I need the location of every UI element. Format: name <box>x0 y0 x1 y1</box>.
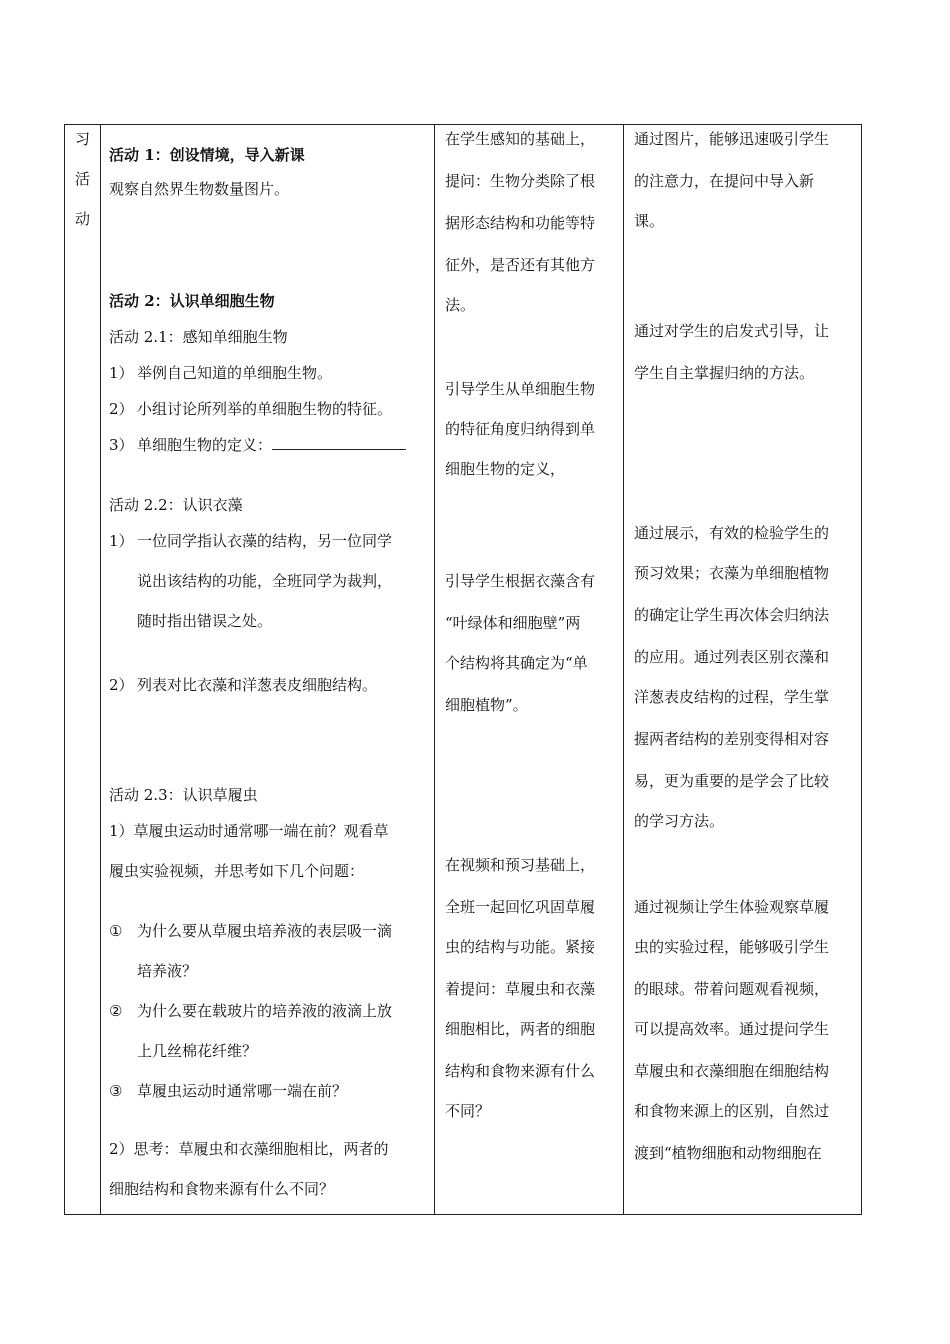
activity-1-title: 活动 1：创设情境，导入新课 <box>109 146 305 164</box>
text-line: 易，更为重要的是学会了比较 <box>634 772 830 790</box>
text-line: 虫的实验过程，能够吸引学生 <box>634 938 830 956</box>
sub-question-number: ② <box>109 1002 123 1020</box>
text-line: 不同？ <box>445 1102 491 1120</box>
question-line: 1）草履虫运动时通常哪一端在前？观看草 <box>109 822 389 840</box>
text-line: 的应用。通过列表区别衣藻和 <box>634 648 830 666</box>
text-line: 细胞植物”。 <box>445 696 528 714</box>
text-line: 学生自主掌握归纳的方法。 <box>634 364 815 382</box>
text-line: 可以提高效率。通过提问学生 <box>634 1020 830 1038</box>
activity-2-1-title: 活动 2.1：感知单细胞生物 <box>109 328 288 346</box>
text-line: 虫的结构与功能。紧接 <box>445 938 596 956</box>
sub-question-line: 为什么要从草履虫培养液的表层吸一滴 <box>137 922 393 940</box>
item-text-line: 随时指出错误之处。 <box>137 612 273 630</box>
text-line: 的眼球。带着问题观看视频， <box>634 980 830 998</box>
text-line: 预习效果；衣藻为单细胞植物 <box>634 564 830 582</box>
text-line: 的注意力，在提问中导入新 <box>634 172 815 190</box>
question-line: 细胞结构和食物来源有什么不同？ <box>109 1180 335 1198</box>
text-line: 通过视频让学生体验观察草履 <box>634 898 830 916</box>
text-line: 通过图片，能够迅速吸引学生 <box>634 130 830 148</box>
section-label-cell <box>65 125 100 1214</box>
text-line: 握两者结构的差别变得相对容 <box>634 730 830 748</box>
item-number: 3） <box>109 436 134 454</box>
sub-question-line: 草履虫运动时通常哪一端在前？ <box>137 1082 348 1100</box>
text-line: 全班一起回忆巩固草履 <box>445 898 596 916</box>
item-text: 单细胞生物的定义： <box>137 436 273 454</box>
text-line: 在学生感知的基础上， <box>445 130 596 148</box>
sub-question-line: 培养液？ <box>137 962 198 980</box>
activity-2-3-title: 活动 2.3：认识草履虫 <box>109 786 258 804</box>
sub-question-line: 上几丝棉花纤维？ <box>137 1042 258 1060</box>
text-line: 草履虫和衣藻细胞在细胞结构 <box>634 1062 830 1080</box>
text-line: 的确定让学生再次体会归纳法 <box>634 606 830 624</box>
text-line: 引导学生从单细胞生物 <box>445 380 596 398</box>
text-line: 渡到“植物细胞和动物细胞在 <box>634 1144 822 1162</box>
text-line: 细胞相比，两者的细胞 <box>445 1020 596 1038</box>
list-item <box>109 399 392 419</box>
item-text-line: 一位同学指认衣藻的结构，另一位同学 <box>137 532 393 550</box>
activity-2-title: 活动 2：认识单细胞生物 <box>109 292 275 310</box>
section-label-char: 习 <box>75 130 91 148</box>
text-line: 的特征角度归纳得到单 <box>445 420 596 438</box>
lesson-table <box>64 124 862 1215</box>
item-number: 1） <box>109 532 134 550</box>
question-line: 2）思考：草履虫和衣藻细胞相比，两者的 <box>109 1140 389 1158</box>
teacher-activity-cell <box>435 125 623 1214</box>
activity-2-2-title: 活动 2.2：认识衣藻 <box>109 496 243 514</box>
text-line: 法。 <box>445 296 476 314</box>
text-line: 和食物来源上的区别，自然过 <box>634 1102 830 1120</box>
text-line: 提问：生物分类除了根 <box>445 172 596 190</box>
sub-question-number: ③ <box>109 1082 123 1100</box>
list-item <box>109 363 332 383</box>
text-line: 据形态结构和功能等特 <box>445 214 596 232</box>
text-line: 洋葱表皮结构的过程，学生掌 <box>634 688 830 706</box>
text-line: 的学习方法。 <box>634 812 725 830</box>
student-activity-cell <box>101 125 434 1214</box>
item-number: 1） <box>109 364 134 382</box>
item-text: 举例自己知道的单细胞生物。 <box>137 364 333 382</box>
text-line: 细胞生物的定义， <box>445 460 566 478</box>
activity-1-text: 观察自然界生物数量图片。 <box>109 180 290 198</box>
text-line: 结构和食物来源有什么 <box>445 1062 596 1080</box>
text-line: “叶绿体和细胞壁”两 <box>445 614 581 632</box>
text-line: 课。 <box>634 212 665 230</box>
text-line: 着提问：草履虫和衣藻 <box>445 980 596 998</box>
text-line: 征外，是否还有其他方 <box>445 256 596 274</box>
text-line: 引导学生根据衣藻含有 <box>445 572 596 590</box>
sub-question-number: ① <box>109 922 123 940</box>
text-line: 个结构将其确定为“单 <box>445 654 588 672</box>
text-line: 通过对学生的启发式引导，让 <box>634 322 830 340</box>
item-text: 列表对比衣藻和洋葱表皮细胞结构。 <box>137 676 378 694</box>
design-intent-cell <box>624 125 863 1214</box>
section-label-char: 活 <box>75 170 91 188</box>
list-item <box>109 435 406 455</box>
sub-question-line: 为什么要在载玻片的培养液的液滴上放 <box>137 1002 393 1020</box>
text-line: 在视频和预习基础上， <box>445 856 596 874</box>
item-text-line: 说出该结构的功能，全班同学为裁判， <box>137 572 393 590</box>
question-line: 履虫实验视频，并思考如下几个问题： <box>109 862 365 880</box>
fill-in-blank <box>272 435 406 450</box>
text-line: 通过展示，有效的检验学生的 <box>634 524 830 542</box>
item-number: 2） <box>109 400 134 418</box>
section-label-char: 动 <box>75 210 91 228</box>
item-text: 小组讨论所列举的单细胞生物的特征。 <box>137 400 393 418</box>
item-number: 2） <box>109 676 134 694</box>
